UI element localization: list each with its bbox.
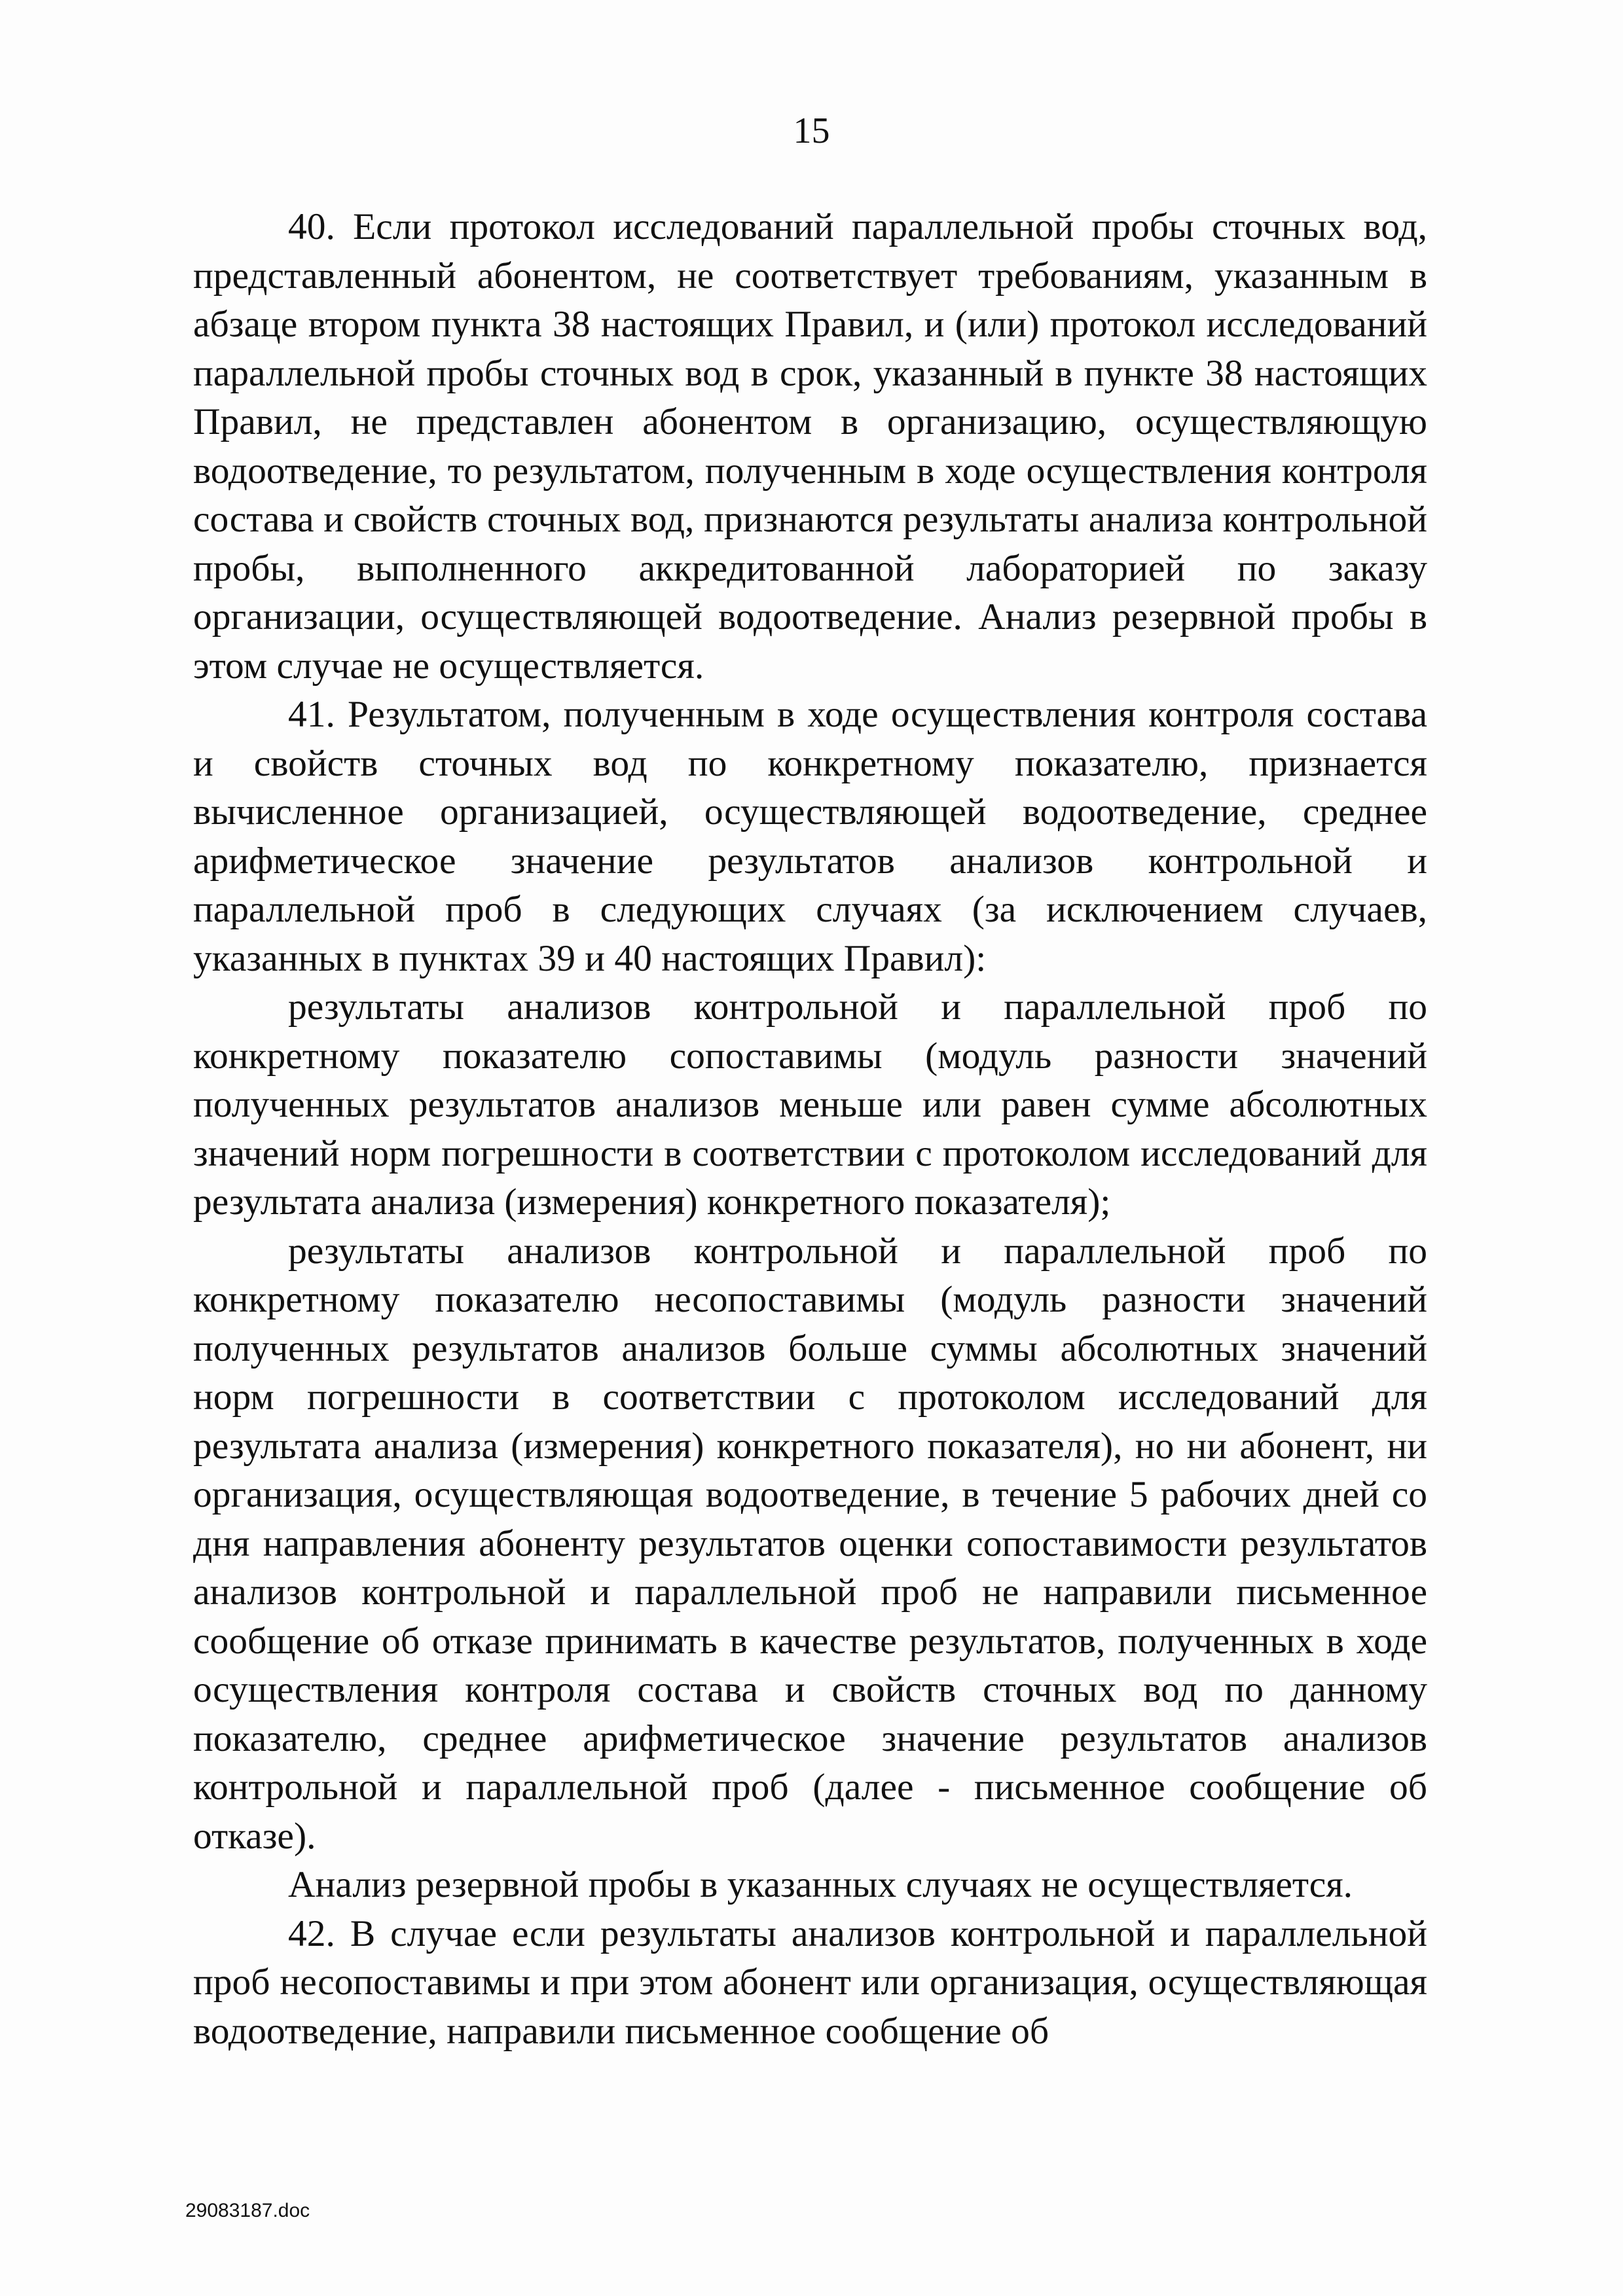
document-body — [193, 203, 1427, 2056]
paragraph-41-case-incomparable: результаты анализов контрольной и параллельной проб по конкретному показателю несопоставимы (модуль разности значений полученных результатов анализов больше суммы абсолютных значений норм погрешности в соответствии с протоколом исследований для результата анализа (измерения) конкретного показателя), но ни абонент, ни организация, осуществляющая водоотведение, в течение 5 рабочих дней со дня направления абоненту результатов оценки сопоставимости результатов анализов контрольной и параллельной проб не направили письменное сообщение об отказе принимать в качестве результатов, полученных в ходе осуществления контроля состава и свойств сточных вод по данному показателю, среднее арифметическое значение результатов анализов контрольной и параллельной проб (далее - письменное сообщение об отказе). — [193, 1230, 1427, 1857]
paragraph-41-case-comparable: результаты анализов контрольной и параллельной проб по конкретному показателю сопоставимы (модуль разности значений полученных результатов анализов меньше или равен сумме абсолютных значений норм погрешности в соответствии с протоколом исследований для результата анализа (измерения) конкретного показателя); — [193, 986, 1427, 1223]
paragraph-reserve-sample-note: Анализ резервной пробы в указанных случаях не осуществляется. — [288, 1864, 1353, 1905]
paragraph-40: 40. Если протокол исследований параллельной пробы сточных вод, представленный абонентом, не соответствует требованиям, указанным в абзаце втором пункта 38 настоящих Правил, и (или) протокол исследований параллельной пробы сточных вод в срок, указанный в пункте 38 настоящих Правил, не представлен абонентом в организацию, осуществляющую водоотведение, то результатом, полученным в ходе осуществления контроля состава и свойств сточных вод, признаются результаты анализа контрольной пробы, выполненного аккредитованной лабораторией по заказу организации, осуществляющей водоотведение. Анализ резервной пробы в этом случае не осуществляется. — [193, 206, 1427, 687]
paragraph-42: 42. В случае если результаты анализов контрольной и параллельной проб несопоставимы и при этом абонент или организация, осуществляющая водоотведение, направили письменное сообщение об — [193, 1912, 1427, 2052]
paragraph-41: 41. Результатом, полученным в ходе осуществления контроля состава и свойств сточных вод по конкретному показателю, признается вычисленное организацией, осуществляющей водоотведение, среднее арифметическое значение результатов анализов контрольной и параллельной проб в следующих случаях (за исключением случаев, указанных в пунктах 39 и 40 настоящих Правил): — [193, 694, 1427, 979]
page-number: 15 — [793, 111, 830, 151]
document-file-code: 29083187.doc — [185, 2200, 310, 2221]
